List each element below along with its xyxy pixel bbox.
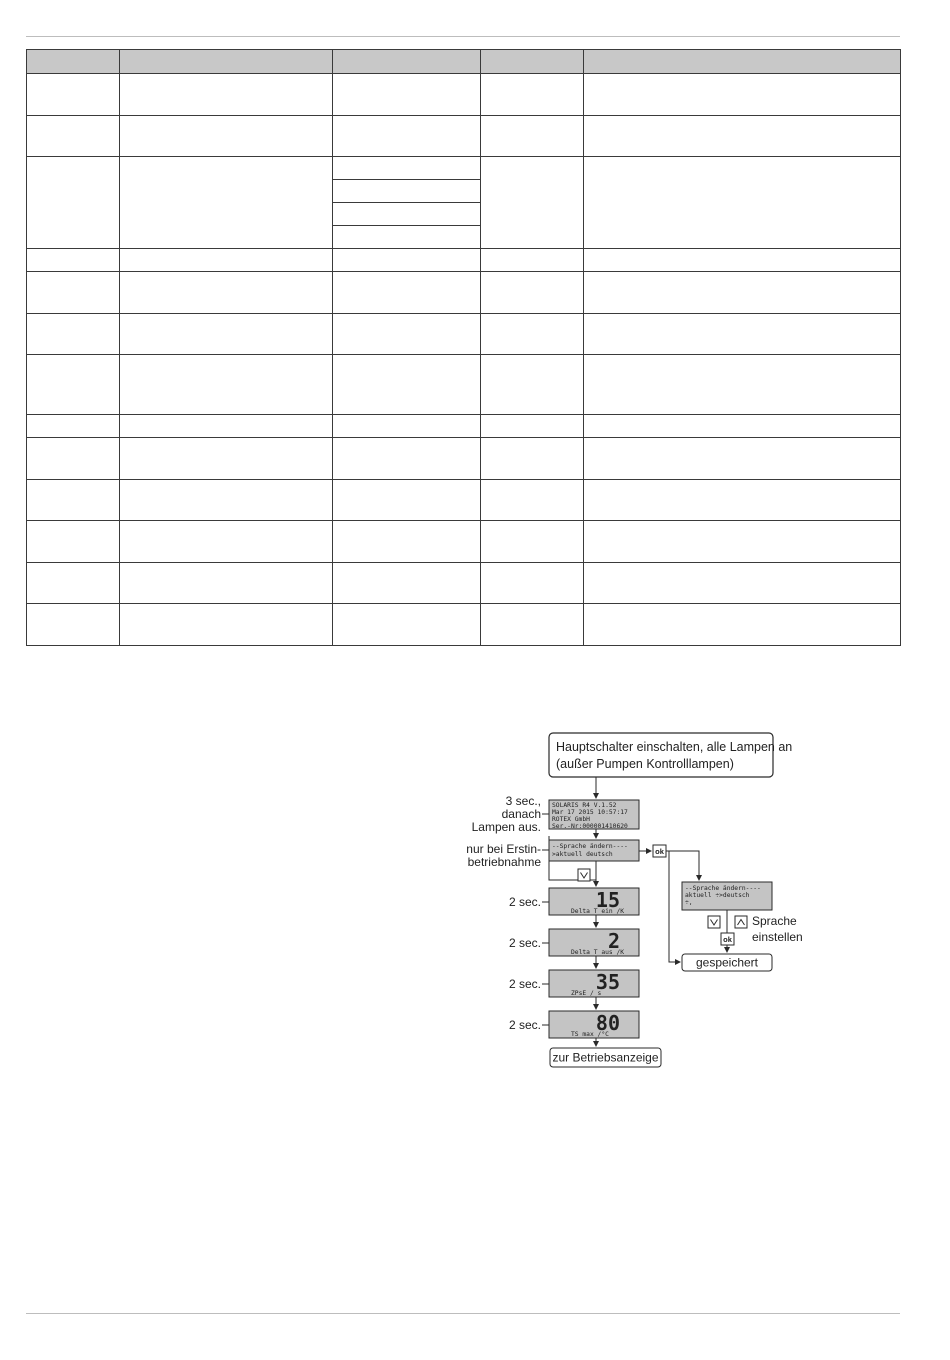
table-header-row bbox=[27, 50, 901, 74]
table-row bbox=[27, 272, 901, 314]
table-cell bbox=[333, 521, 481, 563]
table-cell bbox=[584, 355, 901, 415]
chevron-down-icon bbox=[708, 916, 720, 928]
table-cell bbox=[27, 74, 120, 116]
table-cell bbox=[27, 604, 120, 646]
table-cell bbox=[584, 116, 901, 157]
table-cell bbox=[120, 480, 333, 521]
table-cell bbox=[481, 157, 584, 249]
table-cell bbox=[120, 415, 333, 438]
footer-rule bbox=[26, 1313, 900, 1314]
table-sub-option bbox=[333, 180, 481, 203]
table-cell bbox=[333, 415, 481, 438]
table-cell bbox=[120, 157, 333, 249]
table-cell bbox=[333, 438, 481, 480]
header-cell bbox=[481, 50, 584, 74]
table-cell bbox=[333, 74, 481, 116]
table-cell bbox=[584, 563, 901, 604]
table-cell bbox=[120, 116, 333, 157]
table-row bbox=[27, 480, 901, 521]
table-row bbox=[27, 116, 901, 157]
end-box-label: zur Betriebsanzeige bbox=[552, 1050, 659, 1065]
table-cell bbox=[120, 438, 333, 480]
table-cell bbox=[120, 355, 333, 415]
step-lcd-caption: ZPsE / s bbox=[571, 990, 602, 997]
header-cell bbox=[584, 50, 901, 74]
table-row bbox=[27, 157, 901, 180]
boot-lcd-line: ROTEX GmbH bbox=[552, 816, 590, 823]
table-row bbox=[27, 563, 901, 604]
table-sub-option bbox=[333, 226, 481, 249]
language-lcd-line: >aktuell deutsch bbox=[552, 851, 613, 858]
table-cell bbox=[481, 563, 584, 604]
table-cell bbox=[27, 480, 120, 521]
language-edit-lcd-line: --Sprache ändern---- bbox=[685, 885, 761, 892]
table-cell bbox=[120, 563, 333, 604]
table-cell bbox=[120, 521, 333, 563]
table-cell bbox=[481, 249, 584, 272]
step-time-label: 2 sec. bbox=[508, 977, 541, 991]
step-lcd-caption: TS max /°C bbox=[571, 1031, 609, 1038]
table-cell bbox=[333, 249, 481, 272]
table-cell bbox=[584, 604, 901, 646]
language-edit-lcd-line: aktuell ÷>deutsch bbox=[685, 892, 750, 899]
header-rule bbox=[26, 36, 900, 37]
table-cell bbox=[333, 355, 481, 415]
table-cell bbox=[27, 116, 120, 157]
boot-lcd-line: Ser.-Nr:000001410620 bbox=[552, 823, 628, 830]
table-cell bbox=[481, 272, 584, 314]
step-lcd-value: 80 bbox=[595, 1011, 620, 1035]
boot-lcd-line: Mar 17 2015 10:57:17 bbox=[552, 809, 628, 816]
flow-arrow bbox=[669, 851, 680, 962]
table-cell bbox=[584, 415, 901, 438]
flow-arrow bbox=[666, 851, 699, 880]
step-lcd-value: 35 bbox=[595, 970, 620, 994]
start-box-line1: Hauptschalter einschalten, alle Lampen an bbox=[556, 740, 793, 754]
header-cell bbox=[120, 50, 333, 74]
table-cell bbox=[481, 480, 584, 521]
table-cell bbox=[584, 249, 901, 272]
table-cell bbox=[27, 249, 120, 272]
table-row bbox=[27, 355, 901, 415]
table-cell bbox=[333, 272, 481, 314]
step-lcd-caption: Delta T ein /K bbox=[571, 908, 625, 915]
table-cell bbox=[584, 157, 901, 249]
ok-label: ok bbox=[655, 847, 664, 856]
table-cell bbox=[584, 480, 901, 521]
chevron-down-icon bbox=[578, 869, 590, 881]
table-cell bbox=[481, 415, 584, 438]
language-edit-lcd-line: ÷, bbox=[685, 899, 693, 906]
table-cell bbox=[481, 74, 584, 116]
table-cell bbox=[333, 604, 481, 646]
language-lcd-line: --Sprache ändern---- bbox=[552, 843, 628, 850]
table-cell bbox=[584, 438, 901, 480]
table-cell bbox=[584, 314, 901, 355]
table-cell bbox=[27, 157, 120, 249]
parameter-table bbox=[26, 49, 901, 646]
table-cell bbox=[27, 415, 120, 438]
table-cell bbox=[584, 272, 901, 314]
table-cell bbox=[481, 355, 584, 415]
saved-box-label: gespeichert bbox=[695, 955, 759, 970]
table-cell bbox=[27, 438, 120, 480]
table-cell bbox=[120, 314, 333, 355]
step-time-label: 2 sec. bbox=[508, 895, 541, 909]
table-cell bbox=[27, 314, 120, 355]
table-cell bbox=[481, 604, 584, 646]
table-cell bbox=[481, 116, 584, 157]
sprache-label-line: einstellen bbox=[752, 930, 803, 944]
table-cell bbox=[333, 480, 481, 521]
language-label-line: nur bei Erstin- bbox=[466, 842, 541, 856]
table-cell bbox=[120, 74, 333, 116]
table-row bbox=[27, 314, 901, 355]
table-row bbox=[27, 438, 901, 480]
step-time-label: 2 sec. bbox=[508, 1018, 541, 1032]
step-lcd-value: 15 bbox=[595, 888, 620, 912]
table-cell bbox=[481, 314, 584, 355]
ok-label: ok bbox=[723, 935, 732, 944]
table-cell bbox=[584, 74, 901, 116]
header-cell bbox=[27, 50, 120, 74]
table-row bbox=[27, 521, 901, 563]
step-time-label: 2 sec. bbox=[508, 936, 541, 950]
step-lcd-caption: Delta T aus /K bbox=[571, 949, 625, 956]
boot-label-line: Lampen aus. bbox=[471, 820, 541, 834]
header-cell bbox=[333, 50, 481, 74]
table-row bbox=[27, 604, 901, 646]
table-cell bbox=[333, 314, 481, 355]
table-cell bbox=[120, 272, 333, 314]
table-cell bbox=[120, 249, 333, 272]
table-sub-option bbox=[333, 157, 481, 180]
table-cell bbox=[27, 521, 120, 563]
step-lcd-value: 2 bbox=[607, 929, 620, 953]
table-cell bbox=[333, 116, 481, 157]
boot-lcd-line: SOLARIS R4 V.1.52 bbox=[552, 802, 617, 809]
table-cell bbox=[120, 604, 333, 646]
table-row bbox=[27, 415, 901, 438]
chevron-up-icon bbox=[735, 916, 747, 928]
boot-label-line: 3 sec., bbox=[505, 794, 541, 808]
table-cell bbox=[584, 521, 901, 563]
table-cell bbox=[27, 563, 120, 604]
language-label-line: betriebnahme bbox=[467, 855, 541, 869]
table-row bbox=[27, 74, 901, 116]
table-cell bbox=[333, 563, 481, 604]
table-row bbox=[27, 249, 901, 272]
boot-label-line: danach bbox=[501, 807, 541, 821]
start-box-line2: (außer Pumpen Kontrolllampen) bbox=[556, 757, 734, 771]
table-cell bbox=[481, 438, 584, 480]
table-cell bbox=[481, 521, 584, 563]
table-cell bbox=[27, 272, 120, 314]
table-cell bbox=[27, 355, 120, 415]
sprache-label-line: Sprache bbox=[752, 914, 797, 928]
table-sub-option bbox=[333, 203, 481, 226]
